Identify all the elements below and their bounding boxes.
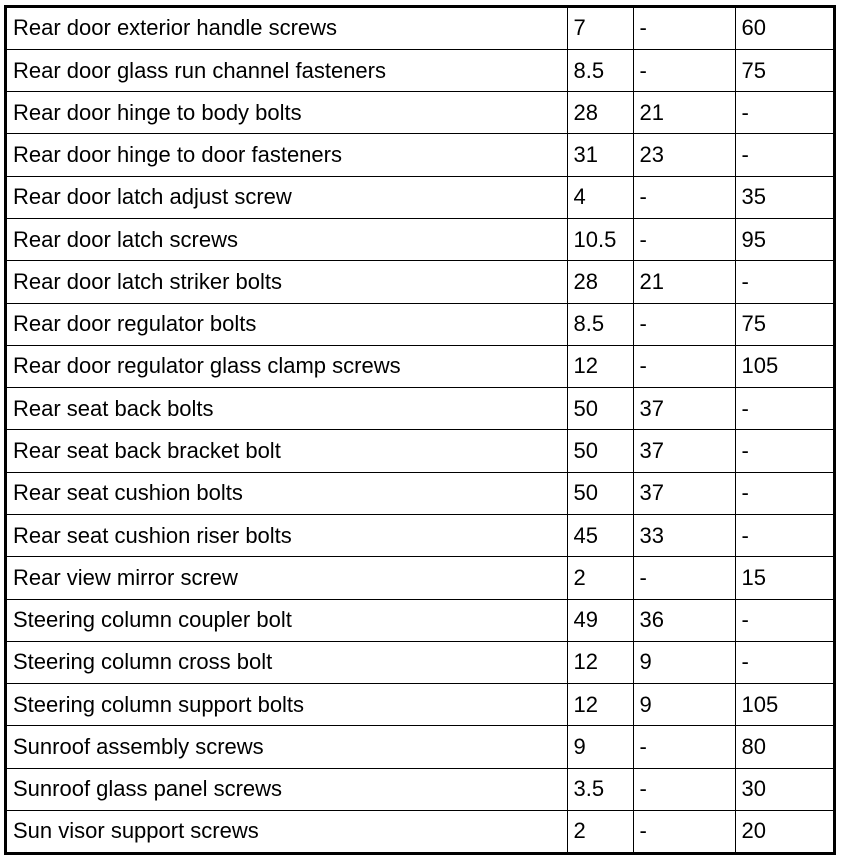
- fastener-name-cell: Rear door regulator glass clamp screws: [7, 345, 567, 387]
- torque-ftlb-cell: -: [633, 303, 735, 345]
- table-row: [7, 388, 833, 430]
- fastener-name-cell: Rear seat cushion riser bolts: [7, 514, 567, 556]
- torque-inlb-cell: -: [735, 261, 833, 303]
- fastener-name-cell: Rear door latch striker bolts: [7, 261, 567, 303]
- torque-ftlb-cell: 9: [633, 641, 735, 683]
- torque-nm-cell: 4: [567, 176, 633, 218]
- torque-nm-cell: 50: [567, 388, 633, 430]
- torque-ftlb-cell: 21: [633, 92, 735, 134]
- torque-nm-cell: 12: [567, 345, 633, 387]
- torque-ftlb-cell: -: [633, 49, 735, 91]
- torque-inlb-cell: 60: [735, 8, 833, 49]
- table-row: [7, 514, 833, 556]
- torque-nm-cell: 45: [567, 514, 633, 556]
- torque-nm-cell: 50: [567, 472, 633, 514]
- table-row: [7, 303, 833, 345]
- torque-ftlb-cell: -: [633, 176, 735, 218]
- torque-inlb-cell: -: [735, 430, 833, 472]
- table-row: [7, 726, 833, 768]
- table-row: [7, 92, 833, 134]
- table-row: [7, 684, 833, 726]
- torque-ftlb-cell: 21: [633, 261, 735, 303]
- table-row: [7, 261, 833, 303]
- torque-ftlb-cell: -: [633, 810, 735, 852]
- table-row: [7, 599, 833, 641]
- fastener-name-cell: Sunroof glass panel screws: [7, 768, 567, 810]
- fastener-name-cell: Rear seat back bolts: [7, 388, 567, 430]
- table-row: [7, 218, 833, 260]
- torque-inlb-cell: 95: [735, 218, 833, 260]
- table-row: [7, 134, 833, 176]
- torque-ftlb-cell: -: [633, 218, 735, 260]
- torque-nm-cell: 50: [567, 430, 633, 472]
- torque-inlb-cell: -: [735, 92, 833, 134]
- torque-inlb-cell: 20: [735, 810, 833, 852]
- torque-nm-cell: 12: [567, 641, 633, 683]
- torque-ftlb-cell: -: [633, 8, 735, 49]
- table-row: [7, 768, 833, 810]
- table-row: [7, 810, 833, 852]
- torque-nm-cell: 12: [567, 684, 633, 726]
- table-row: [7, 641, 833, 683]
- torque-spec-sheet: [4, 5, 836, 855]
- torque-inlb-cell: 75: [735, 49, 833, 91]
- torque-inlb-cell: 30: [735, 768, 833, 810]
- torque-nm-cell: 3.5: [567, 768, 633, 810]
- fastener-name-cell: Rear door latch screws: [7, 218, 567, 260]
- table-row: [7, 49, 833, 91]
- fastener-name-cell: Rear door hinge to door fasteners: [7, 134, 567, 176]
- fastener-name-cell: Sun visor support screws: [7, 810, 567, 852]
- fastener-name-cell: Sunroof assembly screws: [7, 726, 567, 768]
- torque-inlb-cell: -: [735, 599, 833, 641]
- torque-inlb-cell: 15: [735, 557, 833, 599]
- table-row: [7, 8, 833, 49]
- torque-nm-cell: 10.5: [567, 218, 633, 260]
- fastener-name-cell: Rear seat back bracket bolt: [7, 430, 567, 472]
- fastener-name-cell: Rear view mirror screw: [7, 557, 567, 599]
- torque-nm-cell: 49: [567, 599, 633, 641]
- fastener-name-cell: Rear door exterior handle screws: [7, 8, 567, 49]
- torque-spec-table: [7, 8, 833, 852]
- torque-inlb-cell: 80: [735, 726, 833, 768]
- torque-nm-cell: 8.5: [567, 49, 633, 91]
- torque-nm-cell: 28: [567, 261, 633, 303]
- torque-ftlb-cell: 37: [633, 472, 735, 514]
- fastener-name-cell: Rear door glass run channel fasteners: [7, 49, 567, 91]
- torque-table-body: [7, 8, 833, 852]
- torque-ftlb-cell: 37: [633, 430, 735, 472]
- fastener-name-cell: Rear door regulator bolts: [7, 303, 567, 345]
- torque-ftlb-cell: 33: [633, 514, 735, 556]
- table-row: [7, 430, 833, 472]
- table-row: [7, 176, 833, 218]
- torque-ftlb-cell: -: [633, 345, 735, 387]
- fastener-name-cell: Rear door latch adjust screw: [7, 176, 567, 218]
- torque-nm-cell: 31: [567, 134, 633, 176]
- torque-ftlb-cell: -: [633, 726, 735, 768]
- torque-inlb-cell: -: [735, 514, 833, 556]
- torque-nm-cell: 2: [567, 810, 633, 852]
- torque-inlb-cell: 105: [735, 684, 833, 726]
- torque-nm-cell: 2: [567, 557, 633, 599]
- torque-nm-cell: 7: [567, 8, 633, 49]
- torque-ftlb-cell: 36: [633, 599, 735, 641]
- torque-inlb-cell: 105: [735, 345, 833, 387]
- fastener-name-cell: Steering column support bolts: [7, 684, 567, 726]
- torque-ftlb-cell: -: [633, 557, 735, 599]
- torque-inlb-cell: 35: [735, 176, 833, 218]
- torque-inlb-cell: -: [735, 641, 833, 683]
- torque-inlb-cell: -: [735, 388, 833, 430]
- torque-inlb-cell: 75: [735, 303, 833, 345]
- torque-nm-cell: 28: [567, 92, 633, 134]
- torque-ftlb-cell: 37: [633, 388, 735, 430]
- table-row: [7, 345, 833, 387]
- fastener-name-cell: Rear seat cushion bolts: [7, 472, 567, 514]
- torque-inlb-cell: -: [735, 472, 833, 514]
- torque-ftlb-cell: 9: [633, 684, 735, 726]
- table-row: [7, 472, 833, 514]
- torque-nm-cell: 9: [567, 726, 633, 768]
- torque-inlb-cell: -: [735, 134, 833, 176]
- torque-nm-cell: 8.5: [567, 303, 633, 345]
- fastener-name-cell: Steering column cross bolt: [7, 641, 567, 683]
- fastener-name-cell: Steering column coupler bolt: [7, 599, 567, 641]
- table-row: [7, 557, 833, 599]
- torque-ftlb-cell: -: [633, 768, 735, 810]
- fastener-name-cell: Rear door hinge to body bolts: [7, 92, 567, 134]
- torque-ftlb-cell: 23: [633, 134, 735, 176]
